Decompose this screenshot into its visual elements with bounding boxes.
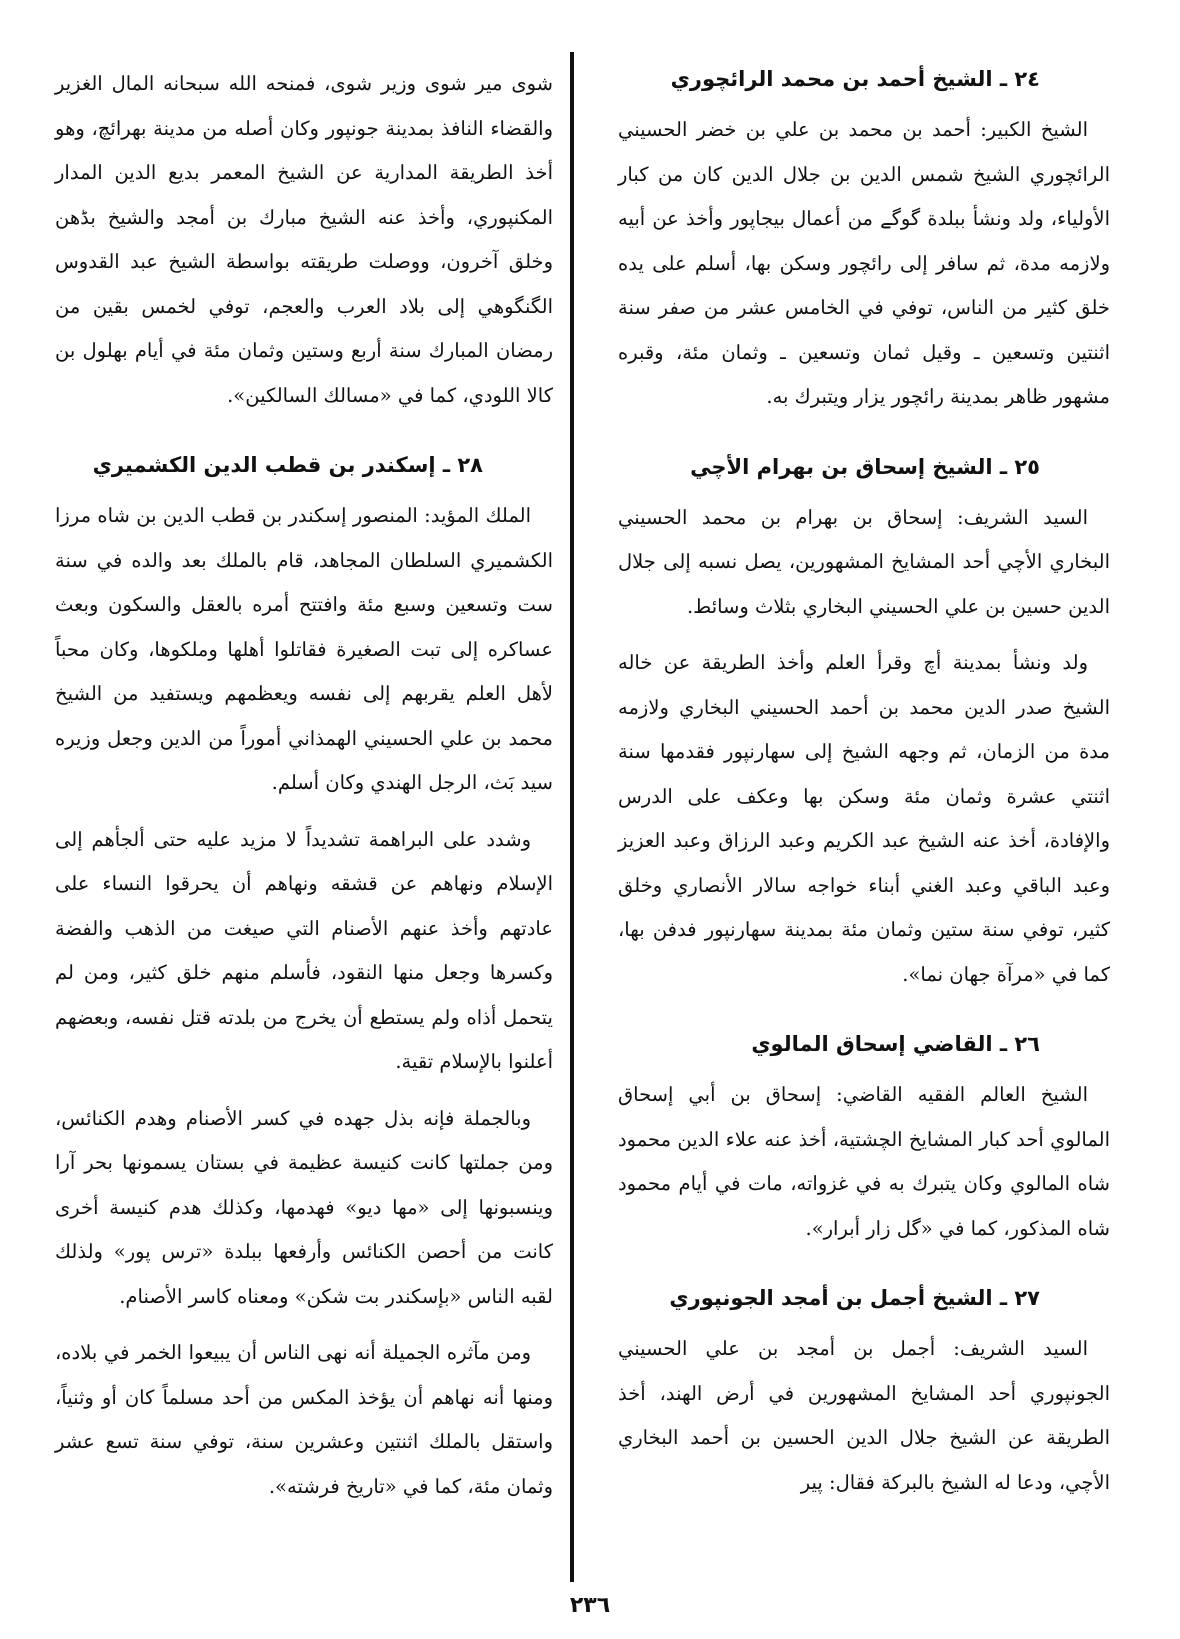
page-number: ٢٣٦ (569, 1593, 611, 1618)
left-column (55, 62, 553, 1567)
entry-heading-25: ٢٥ ـ الشيخ إسحاق بن بهرام الأچي (690, 454, 1040, 479)
entry-28-paragraph-1: الملك المؤيد: المنصور إسكندر بن قطب الدين بن شاه مرزا الكشميري السلطان المجاهد، قام بالملك بعد والده في سنة ست وتسعين وسبع مئة وافتتح أمره بالعقل والسكون وبعث عساكره إلى تبت الصغيرة فقاتلوا أهلها وملكوها، وكان محباً لأهل العلم يقربهم إلى نفسه ويعظمهم ويستفيد من الشيخ محمد بن علي الحسيني الهمذاني أموراً من الدين وجعل وزيره سيد بَث، الرجل الهندي وكان أسلم. (55, 504, 553, 794)
entry-heading-24: ٢٤ ـ الشيخ أحمد بن محمد الرائچوري (670, 67, 1040, 91)
entry-28-paragraph-2: وشدد على البراهمة تشديداً لا مزيد عليه حتى ألجأهم إلى الإسلام ونهاهم عن قشقه ونهاهم أن يحرقوا النساء على عادتهم وأخذ عنهم الأصنام التي صيغت من الذهب والفضة وكسرها وجعل منها النقود، فأسلم منهم خلق كثير، ومن لم يتحمل أذاه ولم يستطع أن يخرج من بلدته قتل نفسه، وبعضهم أعلنوا بالإسلام تقية. (55, 827, 553, 1073)
entry-28-paragraph-3: وبالجملة فإنه بذل جهده في كسر الأصنام وهدم الكنائس، ومن جملتها كانت كنيسة عظيمة في بستان يسمونها بحر آرا وينسبونها إلى «مها ديو» فهدمها، وكذلك هدم كنيسة أخرى كانت من أحصن الكنائس وأرفعها ببلدة «ترس پور» ولذلك لقبه الناس «بإسكندر بت شكن» ومعناه كاسر الأصنام. (55, 1106, 553, 1308)
entry-25-paragraph-1: السيد الشريف: إسحاق بن بهرام بن محمد الحسيني البخاري الأچي أحد المشايخ المشهورين، يصل نسبه إلى جلال الدين حسين بن علي الحسيني البخاري بثلاث وسائط. (618, 505, 1110, 618)
entry-heading-27: ٢٧ ـ الشيخ أجمل بن أمجد الجونپوري (669, 1286, 1040, 1310)
column-divider (570, 52, 574, 1582)
entry-24-paragraph-1: الشيخ الكبير: أحمد بن محمد بن علي بن خضر الحسيني الرائچوري الشيخ شمس الدين بن جلال الدين كان من كبار الأولياء، ولد ونشأ ببلدة گوگے من أعمال بيجاپور وأخذ عن أبيه ولازمه مدة، ثم سافر إلى رائچور وسكن بها، أسلم على يده خلق كثير من الناس، توفي في الخامس عشر من صفر سنة اثنتين وتسعين ـ وقيل ثمان وتسعين ـ وثمان مئة، وقبره مشهور ظاهر بمدينة رائچور يزار ويتبرك به. (618, 118, 1110, 408)
entry-26-paragraph-1: الشيخ العالم الفقيه القاضي: إسحاق بن أبي إسحاق المالوي أحد كبار المشايخ الچشتية، أخذ عنه علاء الدين محمود شاه المالوي وكان يتبرك به في غزواته، مات في أيام محمود شاه المذكور، كما في «گل زار أبرار». (618, 1083, 1110, 1240)
entry-heading-28: ٢٨ ـ إسكندر بن قطب الدين الكشميري (92, 453, 483, 477)
entry-heading-26: ٢٦ ـ القاضي إسحاق المالوي (751, 1032, 1040, 1056)
right-column (618, 62, 1110, 1567)
entry-27-paragraph-1: السيد الشريف: أجمل بن أمجد بن علي الحسيني الجونپوري أحد المشايخ المشهورين في أرض الهند، أخذ الطريقة عن الشيخ جلال الدين الحسين بن أحمد البخاري الأچي، ودعا له الشيخ بالبركة فقال: پير (618, 1337, 1110, 1494)
entry-27-continuation: شوى مير شوى وزير شوى، فمنحه الله سبحانه المال الغزير والقضاء النافذ بمدينة جونپور وكان أصله من مدينة بهرائچ، وهو أخذ الطريقة المدارية عن الشيخ المعمر بديع الدين المدار المكنپوري، وأخذ عنه الشيخ مبارك بن أمجد والشيخ بڈهن وخلق آخرون، ووصلت طريقته بواسطة الشيخ عبد القدوس الگنگوهي إلى بلاد العرب والعجم، توفي لخمس بقين من رمضان المبارك سنة أربع وستين وثمان مئة في أيام بهلول بن كالا اللودي، كما في «مسالك السالكين». (55, 72, 553, 407)
entry-28-paragraph-4: ومن مآثره الجميلة أنه نهى الناس أن يبيعوا الخمر في بلاده، ومنها أنه نهاهم أن يؤخذ المكس من أحد مسلماً كان أو وثنياً، واستقل بالملك اثنتين وعشرين سنة، توفي سنة تسع عشر وثمان مئة، كما في «تاريخ فرشته». (55, 1341, 553, 1498)
entry-25-paragraph-2: ولد ونشأ بمدينة أچ وقرأ العلم وأخذ الطريقة عن خاله الشيخ صدر الدين محمد بن أحمد الحسيني البخاري ولازمه مدة من الزمان، ثم وجهه الشيخ إلى سهارنپور فقدمها سنة اثنتي عشرة وثمان مئة وسكن بها وعكف على الدرس والإفادة، أخذ عنه الشيخ عبد الكريم وعبد الرزاق وعبد العزيز وعبد الباقي وعبد الغني أبناء خواجه سالار الأنصاري وخلق كثير، توفي سنة ستين وثمان مئة بمدينة سهارنپور فدفن بها، كما في «مرآة جهان نما». (618, 651, 1110, 986)
